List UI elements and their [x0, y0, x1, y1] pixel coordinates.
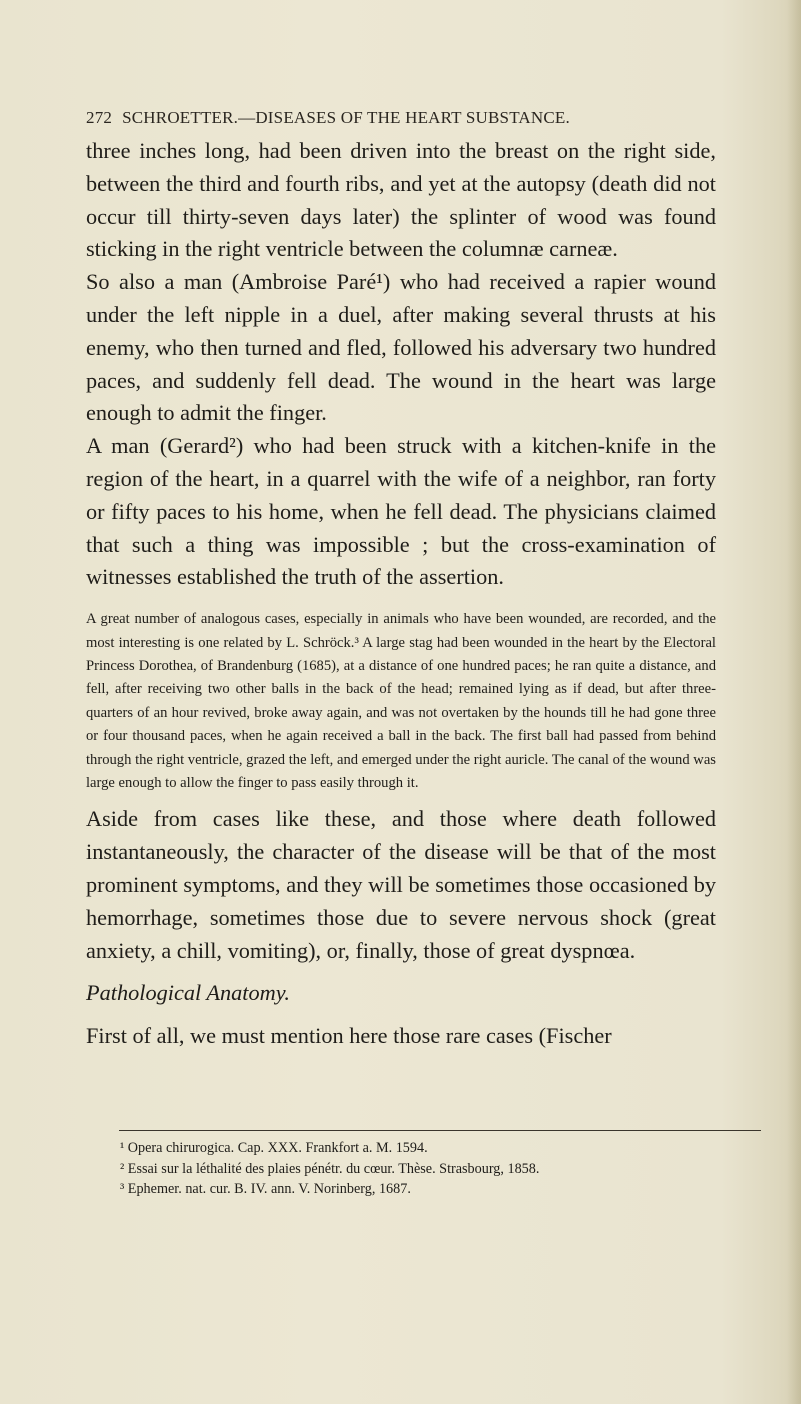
running-head — [86, 108, 726, 128]
body-text — [86, 135, 716, 1053]
footnote-3: ³ Ephemer. nat. cur. B. IV. ann. V. Norinberg, 1687. — [120, 1181, 411, 1197]
footnotes — [120, 1138, 760, 1200]
small-paragraph: A great number of analogous cases, especially in animals who have been wounded, are recorded, and the most interesting is one related by L. Schröck.³ A large stag had been wounded in the heart by the Electoral Princess Dorothea, of Brandenburg (1685), at a distance of one hundred paces; he ran quite a distance, and fell, after receiving two other balls in the back of the head; remained lying as if dead, but after three-quarters of an hour revived, broke away again, and was not overtaken by the hounds till he had gone three or four thousand paces, when he again received a ball in the back. The first ball had passed from behind through the right ventricle, grazed the left, and emerged under the right auricle. The canal of the wound was large enough to allow the finger to pass easily through it. — [86, 611, 716, 791]
footnote-1: ¹ Opera chirurogica. Cap. XXX. Frankfort a. M. 1594. — [120, 1140, 428, 1156]
page-edge-shadow — [787, 0, 801, 1404]
paragraph-2: So also a man (Ambroise Paré¹) who had received a rapier wound under the left nipple in a duel, after making several thrusts at his enemy, who then turned and fled, followed his adversary two hundred paces, and suddenly fell dead. The wound in the heart was large enough to admit the finger. — [86, 269, 716, 426]
small-print-block — [86, 608, 716, 795]
paragraph-3: A man (Gerard²) who had been struck with a kitchen-knife in the region of the heart, in a quarrel with the wife of a neighbor, ran forty or fifty paces to his home, when he fell dead. The physicians claimed that such a thing was impossible ; but the cross-examination of witnesses established the truth of the assertion. — [86, 433, 716, 590]
section-heading: Pathological Anatomy. — [86, 980, 290, 1006]
paragraph-5: First of all, we must mention here those rare cases (Fischer — [86, 1023, 612, 1049]
paragraph-4: Aside from cases like these, and those where death followed instantaneously, the character of the disease will be that of the most prominent symptoms, and they will be sometimes those occasioned by hemorrhage, sometimes those due to severe nervous shock (great anxiety, a chill, vomiting), or, finally, those of great dyspnœa. — [86, 806, 716, 963]
paragraph-1: three inches long, had been driven into the breast on the right side, between the third and fourth ribs, and yet at the autopsy (death did not occur till thirty-seven days later) the splinter of wood was found sticking in the right ventricle between the columnæ carneæ. — [86, 138, 716, 262]
following-paragraphs — [86, 803, 716, 1053]
running-head-title: SCHROETTER.—DISEASES OF THE HEART SUBSTANCE. — [122, 108, 570, 127]
footnote-2: ² Essai sur la léthalité des plaies pénétr. du cœur. Thèse. Strasbourg, 1858. — [120, 1160, 540, 1177]
footnote-rule — [119, 1130, 761, 1131]
main-paragraphs — [86, 135, 716, 594]
page-number: 272 — [86, 108, 113, 127]
